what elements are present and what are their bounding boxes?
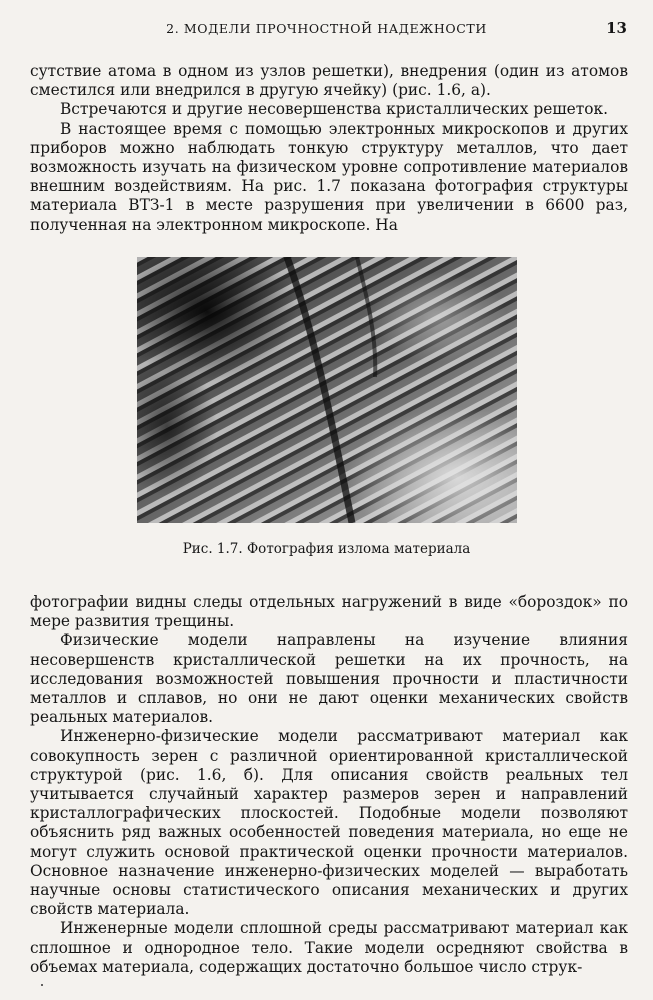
paragraph: Инженерно-физические модели рассматривают материал как совокупность зерен с различной ориентированной кристаллической структурой (рис. 1.6, б). Для описания свойств реальных тел учитывается случайный характер размеров зерен и направлений кристаллографических плоскостей. Подобные модели позволяют объяснить ряд важных особенностей поведения материала, но еще не могут служить основой практической оценки прочности материалов. Основное назначение инженерно-физических моделей — выработать научные основы статистического описания механических и других свойств материала.: [30, 727, 628, 919]
top-text: [30, 62, 628, 235]
paragraph: Инженерные модели сплошной среды рассматривают материал как сплошное и однородное тело. Такие модели осредняют свойства в объемах материала, содержащих достаточно большое число струк-: [30, 919, 628, 976]
paragraph: Встречаются и другие несовершенства кристаллических решеток.: [60, 100, 609, 119]
running-title: 2. МОДЕЛИ ПРОЧНОСТНОЙ НАДЕЖНОСТИ: [166, 21, 487, 36]
paragraph: В настоящее время с помощью электронных микроскопов и других приборов можно наблюдать тонкую структуру металлов, что дает возможность изучать на физическом уровне сопротивление материалов внешним воздействиям. На рис. 1.7 показана фотография структуры материала ВТЗ-1 в месте разрушения при увеличении в 6600 раз, полученная на электронном микроскопе. На: [30, 119, 628, 234]
paragraph: сутствие атома в одном из узлов решетки), внедрения (один из атомов сместился или внедрился в другую ячейку) (рис. 1.6, а).: [30, 62, 628, 100]
print-speck: [41, 984, 43, 986]
fracture-photo: [137, 257, 517, 523]
page-header: [0, 18, 653, 44]
figure-caption: Рис. 1.7. Фотография излома материала: [182, 541, 471, 557]
bottom-text: [30, 593, 628, 977]
paragraph: Физические модели направлены на изучение влияния несовершенств кристаллической решетки на их прочность, на исследования возможностей повышения прочности и пластичности металлов и сплавов, но они не дают оценки механических свойств реальных материалов.: [30, 631, 628, 727]
paragraph: фотографии видны следы отдельных нагружений в виде «бороздок» по мере развития трещины.: [30, 593, 628, 631]
page-number: 13: [606, 19, 627, 37]
